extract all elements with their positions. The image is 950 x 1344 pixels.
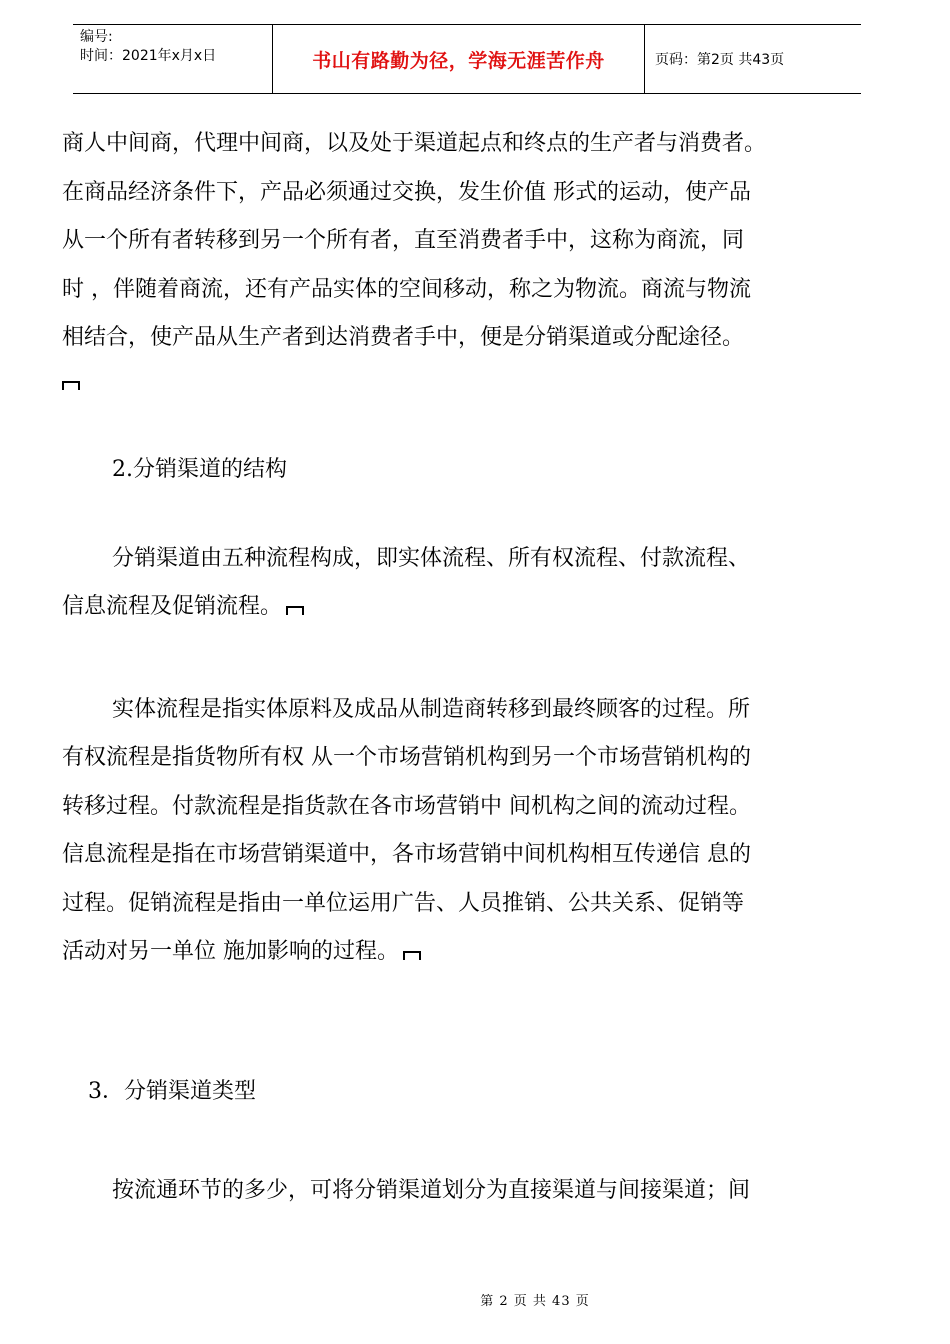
number-label: 编号: — [80, 29, 113, 45]
document-body — [62, 120, 888, 1215]
text-fragment: 活动对另一单位 施加影响的过程。 — [62, 939, 399, 964]
text-line: 实体流程是指实体原料及成品从制造商转移到最终顾客的过程。所 — [112, 696, 751, 722]
paragraph-mark-icon — [403, 951, 421, 960]
text-line: 有权流程是指货物所有权 从一个市场营销机构到另一个市场营销机构的 — [62, 745, 751, 770]
header-page-info: 页码：第2页 共43页 — [655, 52, 785, 68]
header-meta — [73, 25, 273, 93]
page-header — [73, 24, 861, 94]
text-line: 在商品经济条件下，产品必须通过交换，发生价值 形式的运动，使产品 — [62, 179, 751, 205]
text-line — [62, 583, 888, 632]
section-heading-2: 2.分销渠道的结构 — [112, 456, 287, 482]
text-line: 相结合，使产品从生产者到达消费者手中，便是分销渠道或分配途径。 — [62, 325, 745, 350]
section-heading-3: 3．分销渠道类型 — [88, 1078, 256, 1104]
paragraph-mark-icon — [286, 606, 304, 615]
text-fragment: 信息流程及促销流程。 — [62, 594, 283, 619]
paragraph-3 — [62, 686, 888, 977]
text-line: 信息流程是指在市场营销渠道中，各市场营销中间机构相互传递信 息的 — [62, 842, 751, 867]
text-line: 商人中间商，代理中间商，以及处于渠道起点和终点的生产者与消费者。 — [62, 131, 767, 156]
text-line: 转移过程。付款流程是指货款在各市场营销中 间机构之间的流动过程。 — [62, 793, 751, 819]
text-line — [62, 928, 888, 977]
text-line: 分销渠道由五种流程构成，即实体流程、所有权流程、付款流程、 — [112, 545, 751, 571]
paragraph-1 — [62, 120, 888, 363]
text-line: 按流通环节的多少，可将分销渠道划分为直接渠道与间接渠道；间 — [112, 1177, 751, 1203]
text-line: 时 ，伴随着商流，还有产品实体的空间移动，称之为物流。商流与物流 — [62, 276, 751, 302]
paragraph-mark-icon — [62, 381, 80, 390]
paragraph-mark-row — [62, 363, 888, 411]
page-footer: 第 2 页 共 43 页 — [480, 1294, 590, 1309]
text-line: 过程。促销流程是指由一单位运用广告、人员推销、公共关系、促销等 — [62, 890, 745, 916]
paragraph-4 — [62, 1167, 888, 1216]
paragraph-2 — [62, 535, 888, 632]
time-label: 时间：2021年x月x日 — [80, 48, 217, 64]
text-line: 从一个所有者转移到另一个所有者，直至消费者手中，这称为商流，同 — [62, 228, 745, 253]
header-motto: 书山有路勤为径，学海无涯苦作舟 — [273, 25, 645, 93]
